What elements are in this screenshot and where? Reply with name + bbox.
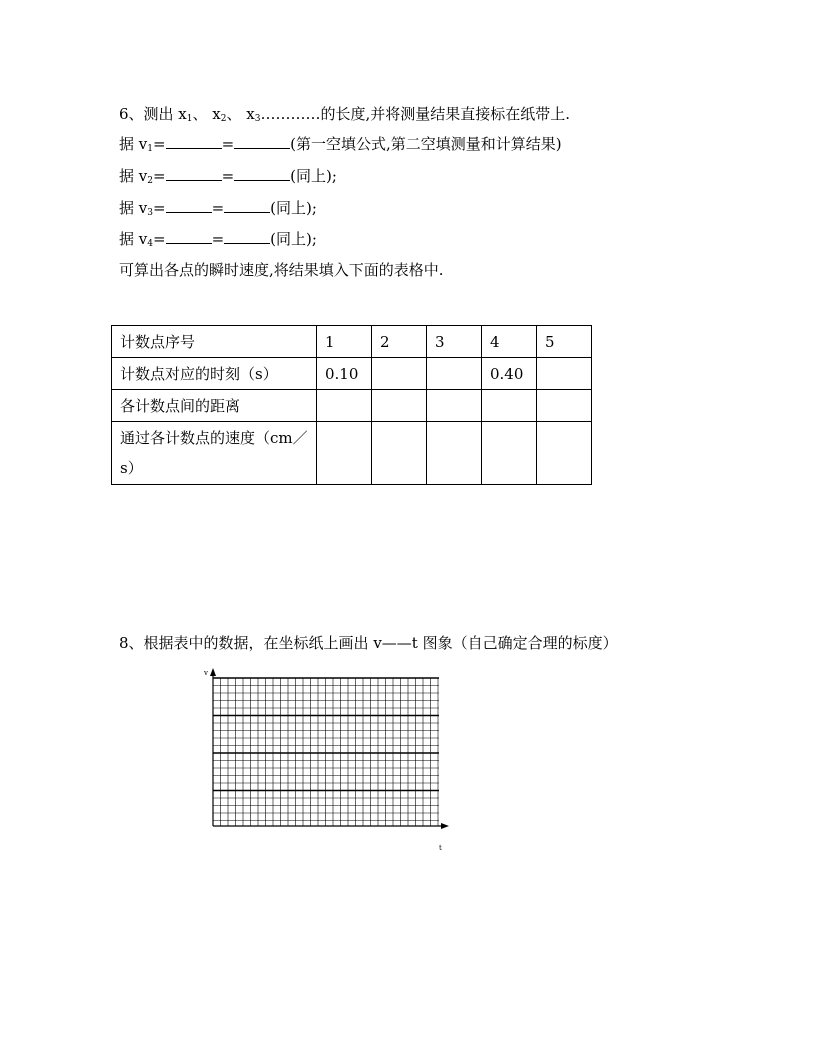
v3-subscript: 3 [147, 208, 153, 218]
table-cell[interactable] [482, 390, 537, 422]
v1-prefix: 据 v [119, 135, 148, 153]
v4-equals: = [152, 230, 166, 248]
table-row [112, 390, 592, 422]
table-cell[interactable] [537, 422, 592, 485]
v2-note: (同上); [290, 167, 337, 185]
row-label [112, 422, 317, 485]
x-axis-label: t [439, 844, 442, 852]
row-label: 各计数点间的距离 [112, 390, 317, 422]
table-row [112, 326, 592, 358]
table-cell[interactable]: 0.40 [482, 358, 537, 390]
table-cell[interactable] [482, 422, 537, 485]
table-cell: 2 [372, 326, 427, 358]
v2-result-blank[interactable] [234, 166, 290, 181]
table-cell[interactable] [537, 358, 592, 390]
v1-formula-blank[interactable] [166, 134, 222, 149]
table-cell: 1 [317, 326, 372, 358]
row-label: 计数点序号 [112, 326, 317, 358]
row-label-line-1: 通过各计数点的速度（cm／ [120, 429, 308, 447]
table-cell[interactable] [317, 390, 372, 422]
v4-note: (同上); [270, 230, 317, 248]
table-cell: 5 [537, 326, 592, 358]
v1-line [119, 134, 562, 159]
v4-result-blank[interactable] [224, 229, 270, 244]
table-cell: 4 [482, 326, 537, 358]
table-cell[interactable] [427, 422, 482, 485]
question-6-heading [119, 104, 570, 129]
v3-equals-2: = [211, 199, 225, 217]
v4-subscript: 4 [147, 239, 153, 249]
v3-line [119, 198, 317, 223]
v2-prefix: 据 v [119, 167, 148, 185]
v1-equals: = [152, 135, 166, 153]
table-row [112, 422, 592, 485]
table-cell[interactable] [372, 390, 427, 422]
v2-equals-2: = [221, 167, 235, 185]
v4-formula-blank[interactable] [166, 229, 212, 244]
x2-subscript: 2 [220, 114, 227, 124]
y-axis-arrow-icon [210, 668, 216, 676]
table-cell[interactable] [427, 390, 482, 422]
table-cell[interactable] [372, 358, 427, 390]
table-cell[interactable]: 0.10 [317, 358, 372, 390]
v1-note: (第一空填公式,第二空填测量和计算结果) [290, 135, 562, 153]
table-cell: 3 [427, 326, 482, 358]
v1-result-blank[interactable] [234, 134, 290, 149]
v2-subscript: 2 [147, 176, 153, 186]
table-cell[interactable] [372, 422, 427, 485]
v3-result-blank[interactable] [224, 198, 270, 213]
x1-subscript: 1 [186, 114, 193, 124]
q6-separator-2: 、 x [226, 105, 255, 123]
x3-subscript: 3 [254, 114, 261, 124]
v3-prefix: 据 v [119, 199, 148, 217]
table-cell[interactable] [537, 390, 592, 422]
v2-line [119, 166, 337, 191]
q6-separator-1: 、 x [192, 105, 221, 123]
grid-lines [213, 678, 439, 826]
q6-suffix: …………的长度,并将测量结果直接标在纸带上. [260, 105, 570, 123]
instruction-text: 可算出各点的瞬时速度,将结果填入下面的表格中. [119, 261, 444, 279]
coordinate-paper[interactable] [200, 664, 460, 856]
q6-prefix: 6、测出 x [119, 105, 187, 123]
v4-line [119, 229, 317, 254]
v2-equals: = [152, 167, 166, 185]
v3-note: (同上); [270, 199, 317, 217]
table-cell[interactable] [427, 358, 482, 390]
v1-subscript: 1 [147, 144, 153, 154]
row-label: 计数点对应的时刻（s） [112, 358, 317, 390]
v2-formula-blank[interactable] [166, 166, 222, 181]
v3-equals: = [152, 199, 166, 217]
row-label-line-2: s） [120, 459, 143, 477]
table-cell[interactable] [317, 422, 372, 485]
x-axis-arrow-icon [441, 823, 449, 829]
measurement-table [111, 325, 592, 485]
v3-formula-blank[interactable] [166, 198, 212, 213]
question-8-heading: 8、根据表中的数据，在坐标纸上画出 v——t 图象（自己确定合理的标度） [119, 634, 618, 652]
table-row [112, 358, 592, 390]
v4-equals-2: = [211, 230, 225, 248]
v1-equals-2: = [221, 135, 235, 153]
y-axis-label: v [204, 669, 208, 677]
v4-prefix: 据 v [119, 230, 148, 248]
